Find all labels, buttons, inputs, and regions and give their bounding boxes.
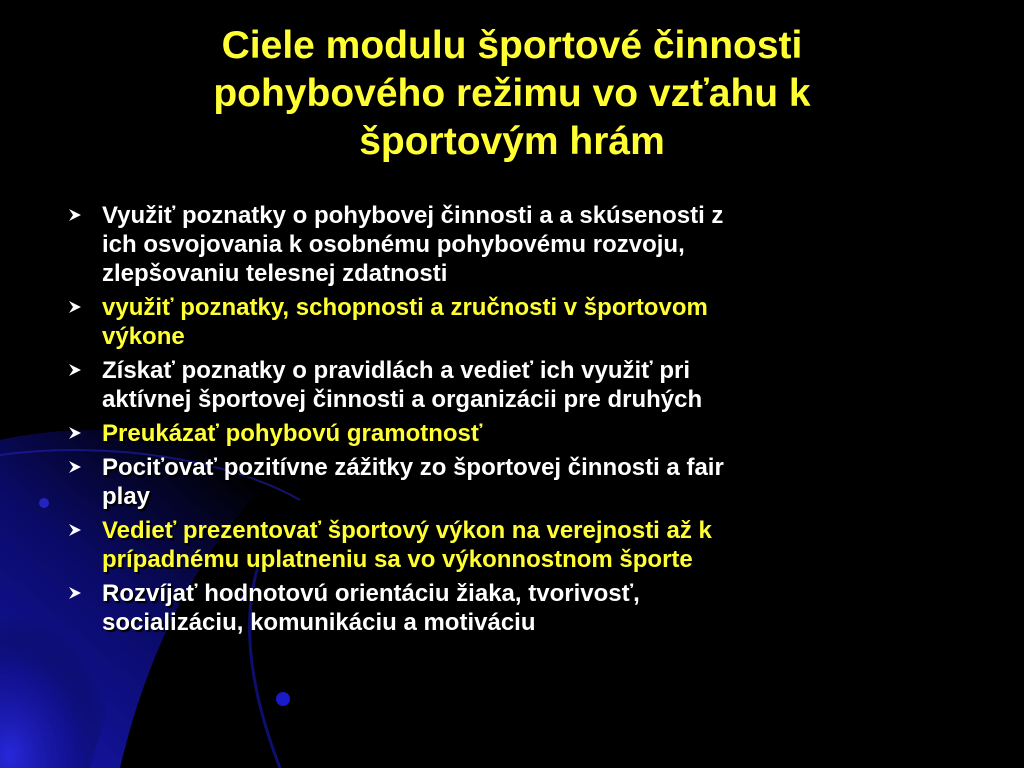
bullet-item (62, 419, 942, 448)
bullet-line: Získať poznatky o pravidlách a vedieť ich využiť pri (102, 357, 691, 384)
bullet-line: play (102, 483, 151, 510)
title-line: športovým hrám (359, 120, 665, 163)
bullet-item (62, 453, 942, 511)
bullet-line: ich osvojovania k osobnému pohybovému rozvoju, (102, 231, 685, 258)
bullet-line: výkone (102, 323, 185, 350)
arrowhead-bullet-icon (68, 586, 82, 600)
bullet-item (62, 293, 942, 351)
bullet-line: socializáciu, komunikáciu a motiváciu (102, 609, 536, 636)
arrowhead-bullet-icon (68, 460, 82, 474)
bullet-line: prípadnému uplatneniu sa vo výkonnostnom športe (102, 546, 693, 573)
bullet-line: zlepšovaniu telesnej zdatnosti (102, 260, 448, 287)
title-line: Ciele modulu športové činnosti (221, 24, 803, 67)
bullet-line: Preukázať pohybovú gramotnosť (102, 420, 483, 447)
bullet-line: Pociťovať pozitívne zážitky zo športovej činnosti a fair (102, 454, 724, 481)
bullet-item (62, 356, 942, 414)
bullet-line: využiť poznatky, schopnosti a zručnosti v športovom (102, 294, 708, 321)
bullet-line: Využiť poznatky o pohybovej činnosti a a skúsenosti z (102, 202, 724, 229)
bullet-line: aktívnej športovej činnosti a organizácii pre druhých (102, 386, 703, 413)
title-line: pohybového režimu vo vzťahu k (213, 72, 811, 115)
bullet-line: Rozvíjať hodnotovú orientáciu žiaka, tvorivosť, (102, 580, 640, 607)
bullet-item (62, 516, 942, 574)
bullet-item (62, 579, 942, 637)
bullet-list (62, 201, 942, 642)
arrowhead-bullet-icon (68, 300, 82, 314)
bullet-line: Vedieť prezentovať športový výkon na verejnosti až k (102, 517, 712, 544)
bullet-item (62, 201, 942, 288)
arrowhead-bullet-icon (68, 523, 82, 537)
arrowhead-bullet-icon (68, 208, 82, 222)
arrowhead-bullet-icon (68, 426, 82, 440)
slide-title (100, 22, 924, 166)
arrowhead-bullet-icon (68, 363, 82, 377)
